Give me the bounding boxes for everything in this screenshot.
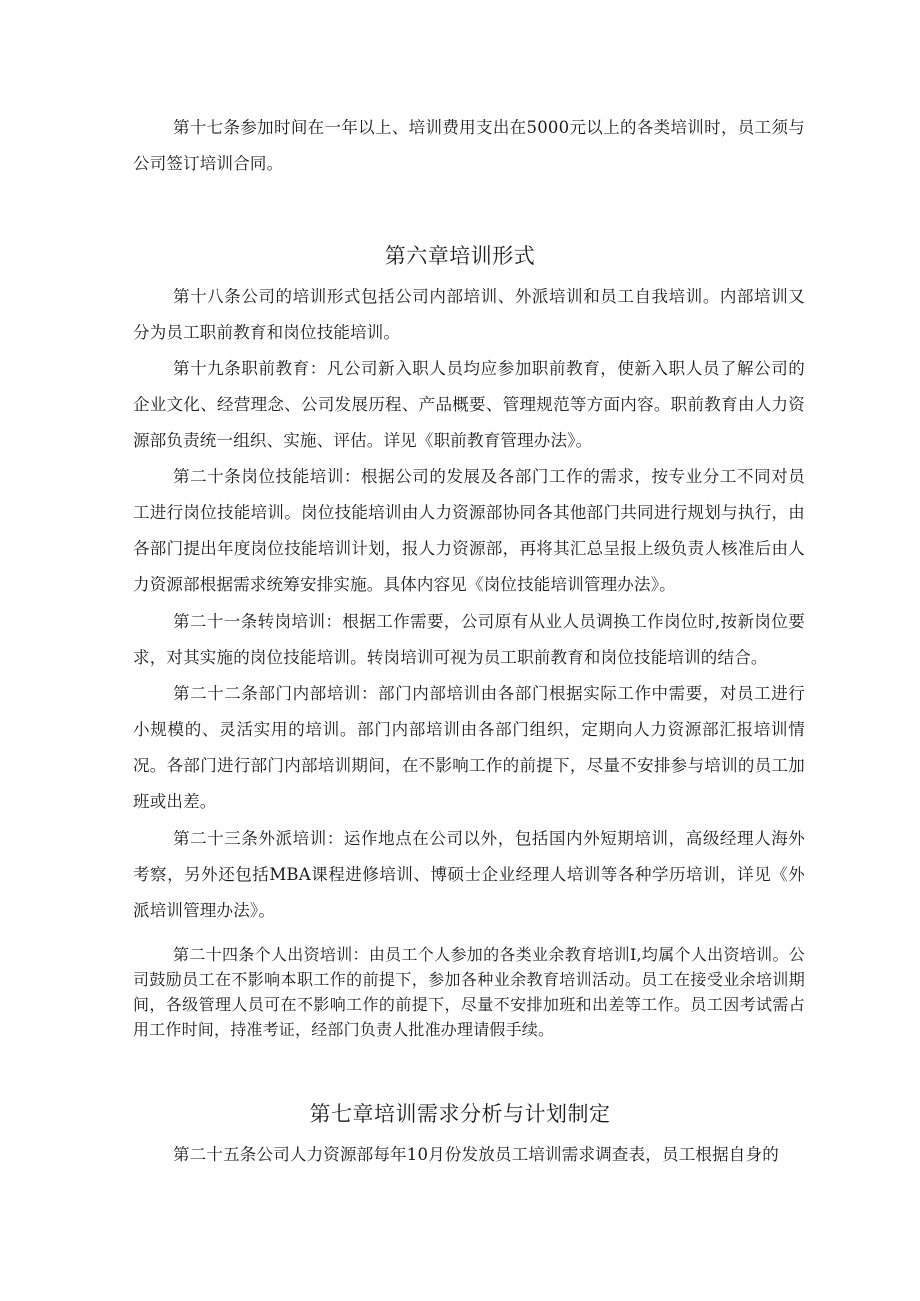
article-20: 第二十条岗位技能培训：根据公司的发展及各部门工作的需求，按专业分工不同对员工进行岗位技能培训。岗位技能培训由人力资源部协同各其他部门共同进行规划与执行，由各部门提出年度岗位技能培训计划，报人力资源部，再将其汇总呈报上级负责人核准后由人力资源部根据需求统筹安排实施。具体内容见《岗位技能培训管理办法》。 [133, 467, 805, 594]
article-21: 第二十一条转岗培训：根据工作需要，公司原有从业人员调换工作岗位时,按新岗位要求，对其实施的岗位技能培训。转岗培训可视为员工职前教育和岗位技能培训的结合。 [133, 612, 805, 667]
article-17: 第十七条参加时间在一年以上、培训费用支出在5000元以上的各类培训时，员工须与公司签订培训合同。 [133, 118, 805, 173]
article-24: 第二十四条个人出资培训：由员工个人参加的各类业余教育培训I,均属个人出资培训。公司鼓励员工在不影响本职工作的前提下，参加各种业余教育培训活动。员工在接受业余培训期间，各级管理人员可在不影响工作的前提下，尽量不安排加班和出差等工作。员工因考试需占用工作时间，持准考证，经部门负责人批准办理请假手续。 [133, 945, 805, 1039]
article-23: 第二十三条外派培训：运作地点在公司以外，包括国内外短期培训，高级经理人海外考察，另外还包括MBA课程进修培训、博硕士企业经理人培训等各种学历培训，详见《外派培训管理办法》。 [133, 829, 805, 920]
article-25: 第二十五条公司人力资源部每年10月份发放员工培训需求调查表，员工根据自身的 [173, 1145, 779, 1164]
chapter-6-heading: 第六章培训形式 [384, 244, 536, 268]
chapter-7-heading: 第七章培训需求分析与计划制定 [309, 1102, 611, 1126]
article-18: 第十八条公司的培训形式包括公司内部培训、外派培训和员工自我培训。内部培训又分为员工职前教育和岗位技能培训。 [133, 287, 805, 342]
article-22: 第二十二条部门内部培训：部门内部培训由各部门根据实际工作中需要，对员工进行小规模的、灵活实用的培训。部门内部培训由各部门组织，定期向人力资源部汇报培训情况。各部门进行部门内部培训期间，在不影响工作的前提下，尽量不安排参与培训的员工加班或出差。 [133, 684, 805, 811]
article-19: 第十九条职前教育：凡公司新入职人员均应参加职前教育，使新入职人员了解公司的企业文化、经营理念、公司发展历程、产品概要、管理规范等方面内容。职前教育由人力资源部负责统一组织、实施、评估。详见《职前教育管理办法》。 [133, 359, 805, 450]
